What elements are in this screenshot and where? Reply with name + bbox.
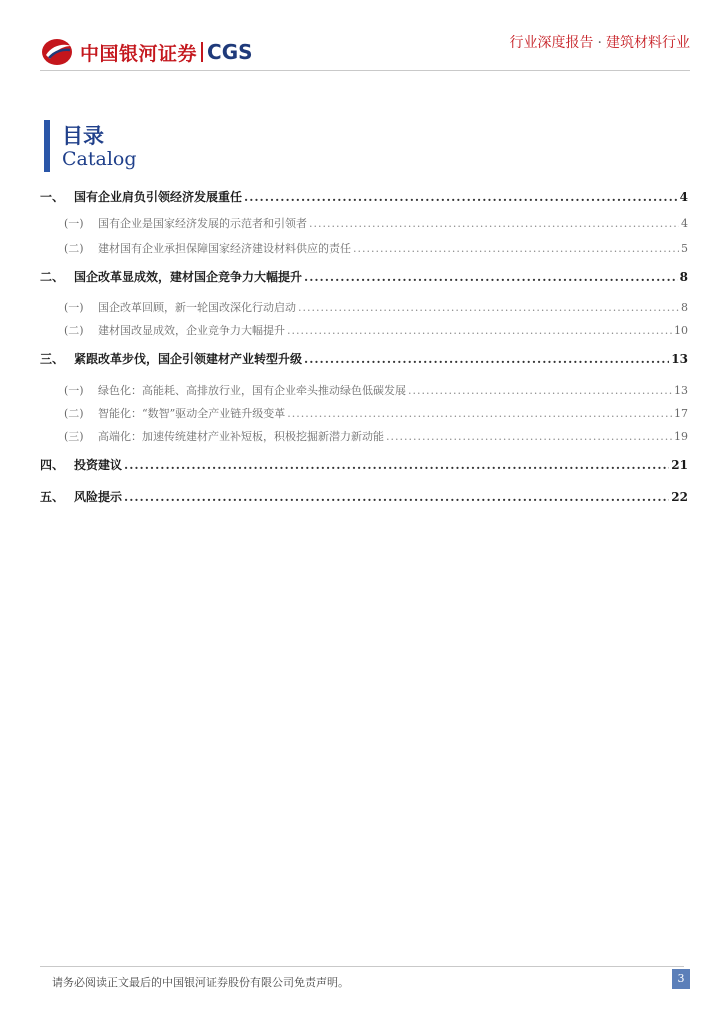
toc-leader-dots xyxy=(386,430,672,443)
toc-entry-number: (一) xyxy=(64,384,84,397)
toc-entry-page: 22 xyxy=(671,490,688,504)
toc-leader-dots xyxy=(287,407,672,420)
toc-entry[interactable] xyxy=(40,299,688,315)
catalog-accent-bar xyxy=(44,120,50,172)
toc-leader-dots xyxy=(408,384,672,397)
toc-entry-page: 10 xyxy=(674,324,688,337)
toc-entry[interactable] xyxy=(40,215,688,231)
toc-entry[interactable] xyxy=(40,188,688,205)
toc-entry[interactable] xyxy=(40,405,688,421)
header-divider xyxy=(40,70,690,71)
toc-entry-title: 国企改革显成效，建材国企竞争力大幅提升 xyxy=(74,270,303,284)
toc-entry-number: 三、 xyxy=(40,352,65,366)
toc-entry-number: 五、 xyxy=(40,490,65,504)
catalog-title-en: Catalog xyxy=(62,148,137,170)
toc-entry-page: 17 xyxy=(674,407,688,420)
toc-entry-page: 19 xyxy=(674,430,688,443)
page-number: 3 xyxy=(672,969,690,989)
toc-entry-page: 5 xyxy=(681,242,688,255)
toc-leader-dots xyxy=(124,458,669,472)
toc-entry-title: 国企改革回顾，新一轮国改深化行动启动 xyxy=(98,301,296,314)
toc-entry-number: (一) xyxy=(64,301,84,314)
toc-entry-title: 建材国有企业承担保障国家经济建设材料供应的责任 xyxy=(98,242,351,255)
toc-entry[interactable] xyxy=(40,456,688,473)
logo-text: 中国银河证券 xyxy=(80,42,198,65)
toc-entry[interactable] xyxy=(40,240,688,256)
footer-disclaimer: 请务必阅读正文最后的中国银河证券股份有限公司免责声明。 xyxy=(52,976,349,989)
toc-entry-page: 8 xyxy=(681,301,688,314)
toc-entry[interactable] xyxy=(40,382,688,398)
toc-entry-page: 4 xyxy=(681,217,688,230)
toc-entry-number: (一) xyxy=(64,217,84,230)
toc-entry-number: 四、 xyxy=(40,458,65,472)
catalog-title-cn: 目录 xyxy=(62,123,104,148)
toc-leader-dots xyxy=(304,270,678,284)
toc-leader-dots xyxy=(287,324,672,337)
toc-entry[interactable] xyxy=(40,350,688,367)
toc-entry-number: (二) xyxy=(64,407,84,420)
toc-entry-title: 国有企业肩负引领经济发展重任 xyxy=(74,190,243,204)
company-logo xyxy=(40,36,253,68)
toc-entry-page: 13 xyxy=(674,384,688,397)
toc-leader-dots xyxy=(309,217,679,230)
footer-divider xyxy=(40,966,684,967)
toc-entry[interactable] xyxy=(40,488,688,505)
industry-name: 建筑材料行业 xyxy=(606,35,690,51)
toc-leader-dots xyxy=(353,242,679,255)
toc-entry-page: 4 xyxy=(679,190,688,204)
toc-entry[interactable] xyxy=(40,268,688,285)
toc-entry-title: 绿色化：高能耗、高排放行业，国有企业牵头推动绿色低碳发展 xyxy=(98,384,406,397)
toc-entry-title: 建材国改显成效，企业竞争力大幅提升 xyxy=(98,324,285,337)
logo-cgs: CGS xyxy=(207,40,253,64)
toc-entry-number: (二) xyxy=(64,242,84,255)
header-separator: · xyxy=(597,35,602,51)
toc-entry-page: 13 xyxy=(671,352,688,366)
toc-leader-dots xyxy=(124,490,669,504)
report-category xyxy=(510,32,690,52)
toc-entry-title: 紧跟改革步伐，国企引领建材产业转型升级 xyxy=(74,352,303,366)
toc-entry-title: 风险提示 xyxy=(74,490,123,504)
toc-entry-title: 投资建议 xyxy=(74,458,123,472)
toc-entry-title: 国有企业是国家经济发展的示范者和引领者 xyxy=(98,217,307,230)
galaxy-logo-icon xyxy=(40,37,74,67)
toc-entry-number: (三) xyxy=(64,430,84,443)
page-header xyxy=(0,0,724,70)
toc-entry-title: 高端化：加速传统建材产业补短板，积极挖掘新潜力新动能 xyxy=(98,430,384,443)
toc-entry[interactable] xyxy=(40,428,688,444)
toc-entry-page: 8 xyxy=(679,270,688,284)
toc-leader-dots xyxy=(244,190,678,204)
toc-entry-page: 21 xyxy=(671,458,688,472)
report-type: 行业深度报告 xyxy=(509,35,594,51)
toc-entry-number: 一、 xyxy=(40,190,65,204)
toc-leader-dots xyxy=(304,352,669,366)
toc-entry-number: (二) xyxy=(64,324,84,337)
toc-entry-title: 智能化：“数智”驱动全产业链升级变革 xyxy=(98,407,286,420)
toc-entry[interactable] xyxy=(40,322,688,338)
toc-leader-dots xyxy=(298,301,679,314)
logo-divider xyxy=(201,42,203,62)
toc-entry-number: 二、 xyxy=(40,270,65,284)
